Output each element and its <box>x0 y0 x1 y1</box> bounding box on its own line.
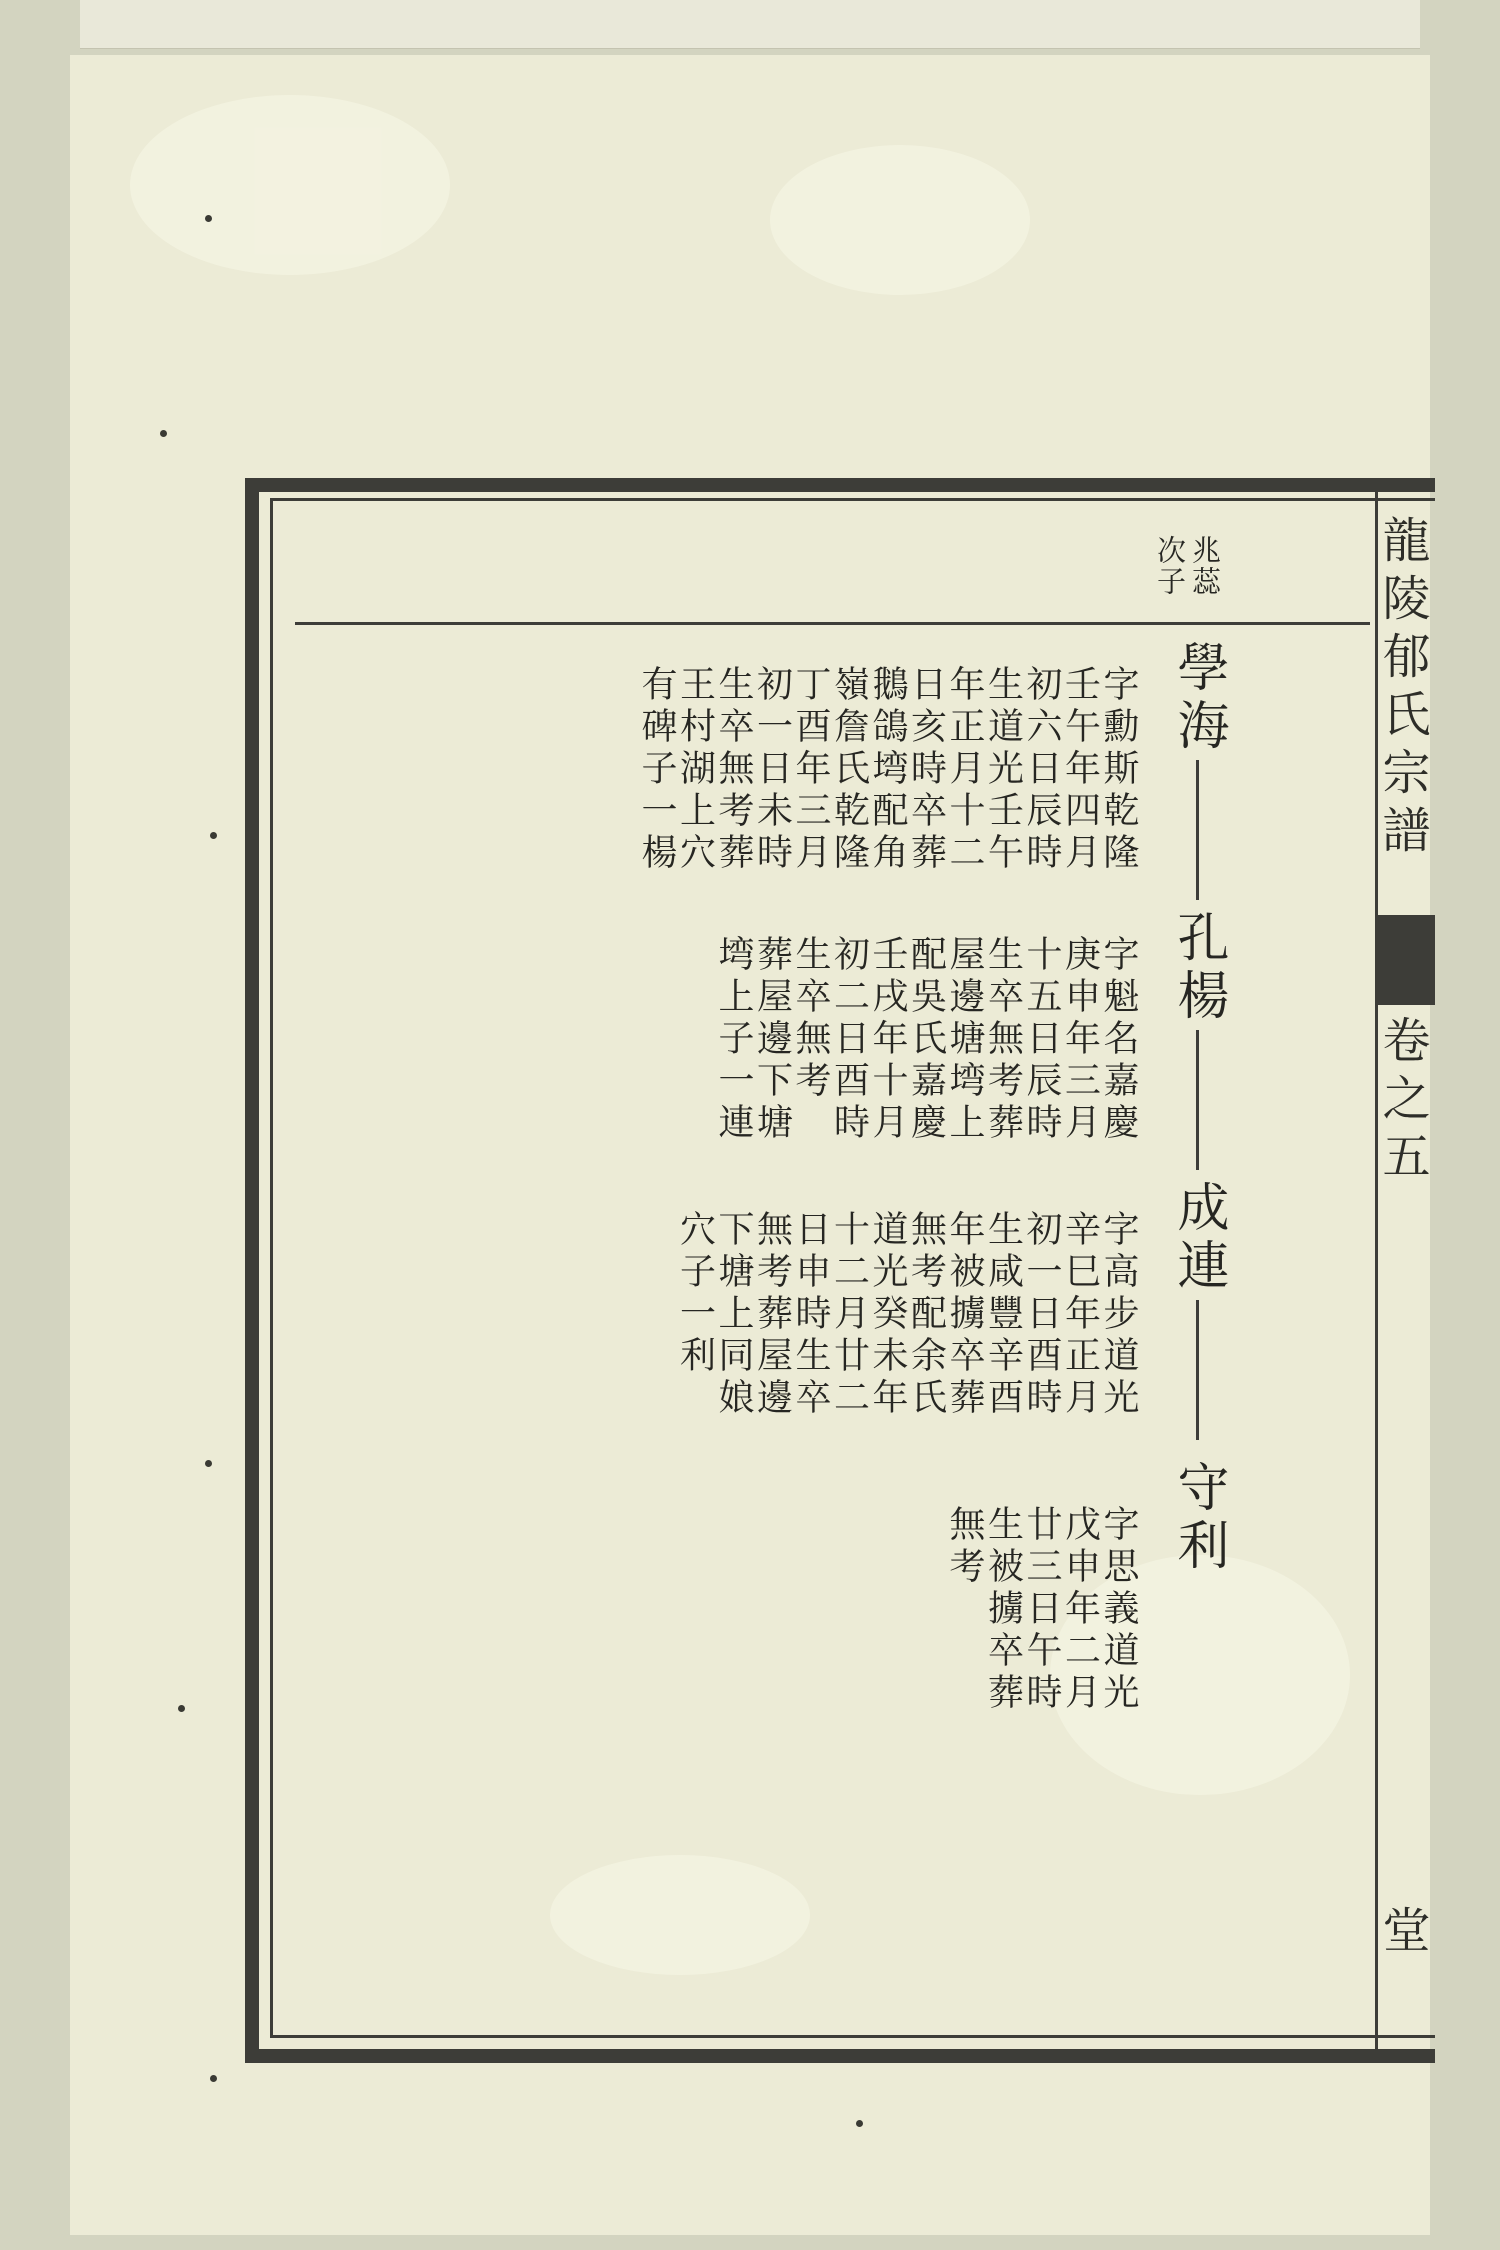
paper-speck <box>205 1460 212 1467</box>
parent-relation: 次子 <box>1153 535 1187 597</box>
entry-column: 無考 <box>944 1505 985 1589</box>
entry-column: 庚申年三月 <box>1059 935 1101 1145</box>
lineage-connector <box>1196 760 1199 900</box>
margin-hall-name: 堂 <box>1374 1905 1430 1963</box>
paper-speck <box>178 1705 185 1712</box>
entry-column: 穴子一利 <box>674 1210 716 1378</box>
entry-column: 日亥時卒葬 <box>905 665 947 875</box>
entry-column: 嶺詹氏乾隆 <box>828 665 870 875</box>
entry-column: 戊申年二月 <box>1059 1505 1101 1715</box>
entry-column: 辛巳年正月 <box>1059 1210 1101 1420</box>
entry-column: 年被擄卒葬 <box>944 1210 985 1420</box>
entry-column: 鵝鴿塆配角 <box>867 665 908 875</box>
entry-column: 字魁名嘉慶 <box>1098 935 1139 1145</box>
entry-column: 初六日辰時 <box>1021 665 1062 875</box>
top-sheet-edge <box>80 0 1420 49</box>
entry-column: 生卒無考葬 <box>713 665 754 875</box>
header-rule <box>295 622 1370 625</box>
entry-column: 年正月十二 <box>944 665 985 875</box>
entry-column: 壬戌年十月 <box>867 935 908 1145</box>
paper-speck <box>210 2075 217 2082</box>
entry-column: 字思義道光 <box>1098 1505 1139 1715</box>
generation-name-4: 守利 <box>1168 1460 1228 1576</box>
entry-column: 廿三日午時 <box>1021 1505 1062 1715</box>
entry-column: 道光癸未年 <box>867 1210 908 1420</box>
lineage-connector <box>1196 1300 1199 1440</box>
entry-column: 無考配余氏 <box>905 1210 947 1420</box>
paper-speck <box>205 215 212 222</box>
entry-column: 十五日辰時 <box>1021 935 1062 1145</box>
entry-column: 日申時生卒 <box>790 1210 831 1420</box>
entry-column: 生被擄卒葬 <box>982 1505 1024 1715</box>
entry-column: 葬屋邊下塘 <box>751 935 793 1145</box>
entry-column: 十二月廿二 <box>828 1210 870 1420</box>
entry-column: 生卒無考 <box>790 935 831 1103</box>
entry-column: 下塘上同娘 <box>713 1210 754 1420</box>
paper-stain <box>770 145 1030 295</box>
entry-column: 初二日酉時 <box>828 935 870 1145</box>
entry-column: 生卒無考葬 <box>982 935 1024 1145</box>
generation-name-3: 成連 <box>1168 1180 1228 1296</box>
entry-column: 無考葬屋邊 <box>751 1210 793 1420</box>
parent-name: 兆蕊 <box>1188 535 1222 597</box>
entry-column: 丁酉年三月 <box>790 665 831 875</box>
entry-column: 塆上子一連 <box>713 935 754 1145</box>
lineage-connector <box>1196 1030 1199 1170</box>
margin-title-lower: 卷之五 <box>1374 1015 1430 1189</box>
entry-column: 配吳氏嘉慶 <box>905 935 947 1145</box>
entry-column: 壬午年四月 <box>1059 665 1101 875</box>
generation-name-2: 孔楊 <box>1168 910 1228 1026</box>
entry-column: 生咸豐辛酉 <box>982 1210 1024 1420</box>
entry-column: 生道光壬午 <box>982 665 1024 875</box>
paper-speck <box>210 832 217 839</box>
margin-fish-tail <box>1378 915 1435 1005</box>
entry-column: 王村湖上穴 <box>674 665 716 875</box>
entry-column: 字勳斯乾隆 <box>1098 665 1139 875</box>
margin-title-upper: 龍陵郁氏宗譜 <box>1374 515 1430 863</box>
paper-stain <box>130 95 450 275</box>
entry-column: 字高步道光 <box>1098 1210 1139 1420</box>
entry-column: 初一日未時 <box>751 665 793 875</box>
entry-column: 初一日酉時 <box>1021 1210 1062 1420</box>
generation-name-1: 學海 <box>1168 640 1228 756</box>
paper-speck <box>856 2120 863 2127</box>
entry-column: 屋邊塘塆上 <box>944 935 985 1145</box>
paper-speck <box>160 430 167 437</box>
entry-column: 有碑子一楊 <box>636 665 677 875</box>
